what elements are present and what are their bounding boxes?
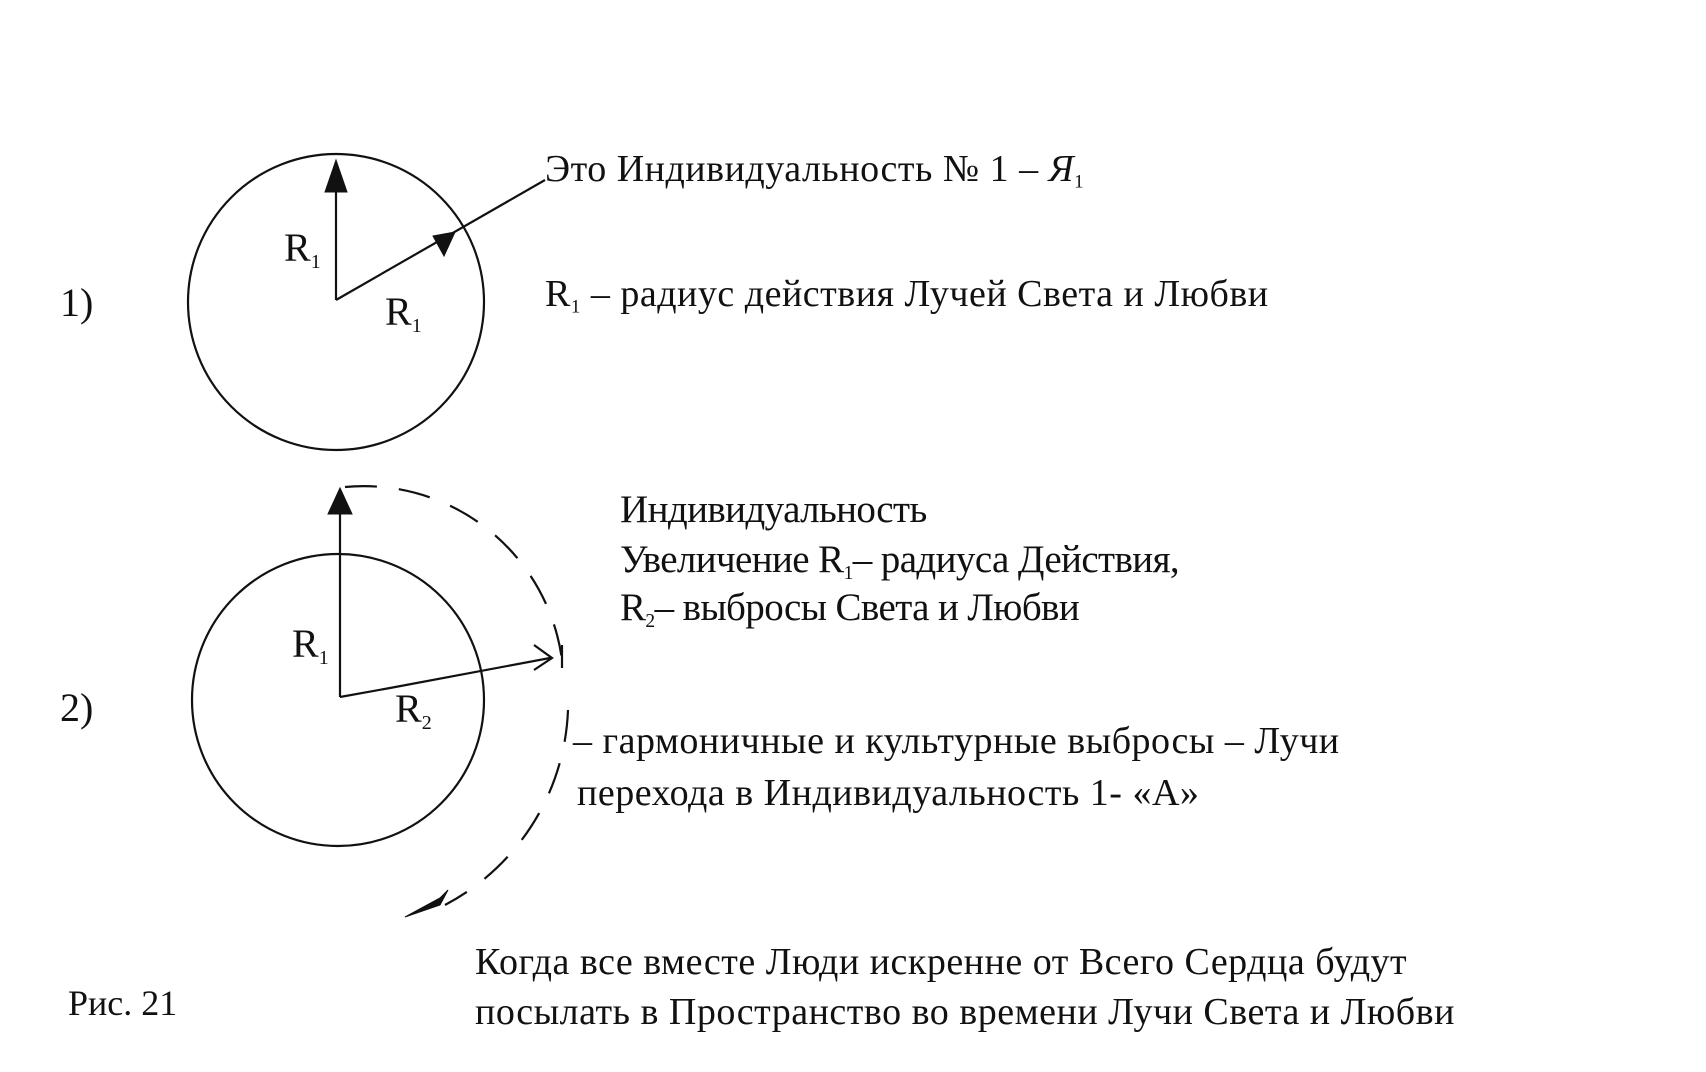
line-3-index: 2 bbox=[645, 610, 655, 632]
rays-description-line-1: – гармоничные и культурные выбросы – Лучи bbox=[573, 720, 1340, 762]
radius-symbol: R bbox=[545, 273, 571, 315]
line-2-prefix: Увеличение R bbox=[620, 538, 844, 581]
radius-label-1-vertical bbox=[284, 225, 321, 273]
line-3-symbol: R bbox=[620, 586, 646, 629]
radius-label-2-r2 bbox=[395, 686, 432, 734]
diagram-2-line-1: Индивидуальность bbox=[620, 488, 927, 531]
outer-dashed-arc-lower bbox=[445, 710, 568, 905]
circle-2 bbox=[192, 554, 484, 846]
rays-description-line-2: перехода в Индивидуальность 1- «А» bbox=[577, 772, 1200, 814]
title-text: Это Индивидуальность № 1 – bbox=[545, 148, 1049, 190]
radius-r2-line bbox=[340, 658, 550, 697]
footer-line-1: Когда все вместе Люди искренне от Всего Сердца будут bbox=[475, 941, 1408, 983]
radius-index: 1 bbox=[570, 296, 581, 318]
radius-symbol: R bbox=[292, 621, 319, 666]
figure-caption: Рис. 21 bbox=[68, 983, 178, 1023]
radius-index: 2 bbox=[421, 712, 432, 734]
diagram-1-title bbox=[545, 148, 1085, 193]
arrow-up-2 bbox=[328, 488, 352, 514]
arrow-diag-1 bbox=[433, 232, 455, 256]
arrow-up-1 bbox=[325, 160, 347, 192]
radius-label-2-r1 bbox=[292, 621, 329, 669]
footer-line-2: посылать в Пространство во времени Лучи Света и Любви bbox=[475, 991, 1455, 1033]
radius-symbol: R bbox=[385, 289, 412, 334]
diagram-2-number: 2) bbox=[60, 685, 94, 730]
radius-desc-text: – радиус действия Лучей Света и Любви bbox=[590, 273, 1269, 315]
line-2-suffix: – радиуса Действия, bbox=[852, 538, 1180, 581]
diagram-2-line-3 bbox=[620, 586, 1080, 632]
radius-index: 1 bbox=[411, 315, 422, 337]
radius-index: 1 bbox=[310, 251, 321, 273]
title-symbol: Я bbox=[1048, 148, 1075, 190]
outer-dashed-arc bbox=[345, 486, 562, 660]
diagram-1-number: 1) bbox=[60, 280, 94, 325]
arrow-end-dashed bbox=[405, 890, 448, 917]
diagram-2-line-2 bbox=[620, 538, 1180, 584]
radius-symbol: R bbox=[395, 686, 422, 731]
title-index: 1 bbox=[1074, 171, 1085, 193]
radius-index: 1 bbox=[318, 647, 329, 669]
line-3-suffix: – выбросы Света и Любви bbox=[654, 586, 1080, 629]
radius-label-1-diagonal bbox=[385, 289, 422, 337]
radius-symbol: R bbox=[284, 225, 311, 270]
line-2-index: 1 bbox=[843, 562, 853, 584]
diagram-1-radius-desc bbox=[545, 273, 1269, 318]
